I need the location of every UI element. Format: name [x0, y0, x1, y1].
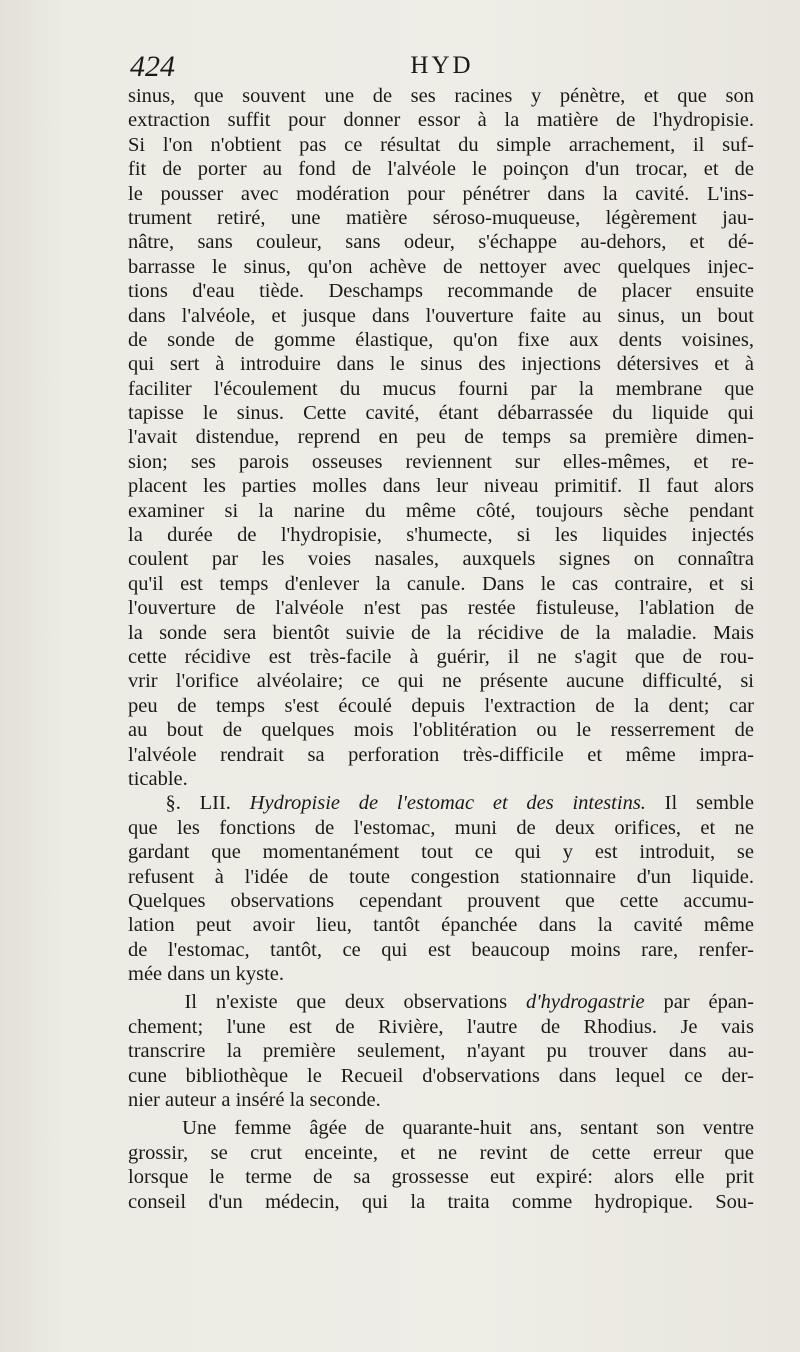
text-run: Il n'existe que deux observations [184, 991, 508, 1014]
text-line: vrir l'orifice alvéolaire; ce qui ne présente aucune difficulté, si [128, 670, 754, 693]
text-line: lorsque le terme de sa grossesse eut expiré: alors elle prit [128, 1166, 754, 1189]
section-title: Hydropisie de l'estomac et des intestins. [249, 792, 646, 815]
text-line: chement; l'une est de Rivière, l'autre de Rhodius. Je vais [128, 1015, 754, 1038]
text-line: sinus, que souvent une de ses racines y pénètre, et que son [128, 85, 754, 107]
text-line: gardant que momentanément tout ce qui y est introduit, se [128, 841, 754, 864]
text-line: transcrire la première seulement, n'ayant pu trouver dans au- [128, 1040, 754, 1063]
emphasis-term: d'hydrogastrie [525, 991, 645, 1014]
text-line: cette récidive est très-facile à guérir, il ne s'agit que de rou- [128, 645, 754, 668]
text-line: fit de porter au fond de l'alvéole le poinçon d'un trocar, et de [128, 158, 754, 181]
text-line [128, 1116, 754, 1140]
text-line: la sonde sera bientôt suivie de la récidive de la maladie. Mais [128, 621, 754, 644]
text-line: dans l'alvéole, et jusque dans l'ouverture faite au sinus, un bout [128, 304, 754, 327]
page-header [130, 50, 754, 82]
section-mark: §. LII. [165, 792, 231, 815]
section-heading-line [128, 791, 754, 815]
text-line: de sonde de gomme élastique, qu'on fixe aux dents voisines, [128, 328, 754, 351]
text-line: lation peut avoir lieu, tantôt épanchée dans la cavité même [128, 914, 754, 937]
text-line: l'avait distendue, reprend en peu de temps sa première dimen- [128, 426, 754, 449]
text-line: faciliter l'écoulement du mucus fourni par la membrane que [128, 377, 754, 400]
text-run: par épan- [663, 991, 754, 1014]
text-line: extraction suffit pour donner essor à la matière de l'hydropisie. [128, 109, 754, 132]
page-number: 424 [130, 50, 175, 83]
section-first-line-text: Il semble [664, 792, 755, 815]
text-line: cune bibliothèque le Recueil d'observations dans lequel ce der- [128, 1064, 754, 1087]
text-line: peu de temps s'est écoulé depuis l'extraction de la dent; car [128, 694, 754, 717]
text-line: mée dans un kyste. [128, 963, 284, 986]
text-line: que les fonctions de l'estomac, muni de deux orifices, et ne [128, 816, 754, 839]
text-line: au bout de quelques mois l'oblitération ou le resserrement de [128, 719, 754, 742]
text-line: placent les parties molles dans leur niveau primitif. Il faut alors [128, 475, 754, 498]
text-line: examiner si la narine du même côté, toujours sèche pendant [128, 499, 754, 522]
text-line: tions d'eau tiède. Deschamps recommande de placer ensuite [128, 280, 754, 303]
paragraph-first-line [128, 990, 754, 1014]
text-line: Quelques observations cependant prouvent que cette accumu- [128, 889, 754, 912]
text-run: Une femme âgée de quarante-huit ans, sentant son ventre [182, 1117, 755, 1140]
text-line: qui sert à introduire dans le sinus des injections détersives et à [128, 353, 754, 376]
text-line: le pousser avec modération pour pénétrer dans la cavité. L'ins- [128, 182, 754, 205]
text-line: trument retiré, une matière séroso-muqueuse, légèrement jau- [128, 206, 754, 229]
text-line: sion; ses parois osseuses reviennent sur elles-mêmes, et re- [128, 450, 754, 473]
text-line: nier auteur a inséré la seconde. [128, 1089, 381, 1112]
running-head: HYD [410, 52, 474, 79]
text-line: la durée de l'hydropisie, s'humecte, si les liquides injectés [128, 524, 754, 547]
section-52 [128, 791, 754, 986]
text-line: l'alvéole rendrait sa perforation très-difficile et même impra- [128, 743, 754, 766]
paragraph-1 [128, 84, 754, 791]
text-line: de l'estomac, tantôt, ce qui est beaucoup moins rare, renfer- [128, 938, 754, 961]
paragraph-4 [128, 1116, 754, 1214]
text-line: l'ouverture de l'alvéole n'est pas restée fistuleuse, l'ablation de [128, 597, 754, 620]
text-line: barrasse le sinus, qu'on achève de nettoyer avec quelques injec- [128, 255, 754, 278]
text-line: coulent par les voies nasales, auxquels signes on connaîtra [128, 548, 754, 571]
text-line: qu'il est temps d'enlever la canule. Dans le cas contraire, et si [128, 572, 754, 595]
text-line: nâtre, sans couleur, sans odeur, s'échappe au-dehors, et dé- [128, 231, 754, 254]
text-line: grossir, se crut enceinte, et ne revint de cette erreur que [128, 1141, 754, 1164]
text-line: refusent à l'idée de toute congestion stationnaire d'un liquide. [128, 865, 754, 888]
paragraph-3 [128, 990, 754, 1112]
text-line: ticable. [128, 767, 188, 790]
page-body [128, 84, 754, 1214]
text-line: conseil d'un médecin, qui la traita comme hydropique. Sou- [128, 1190, 754, 1213]
text-line: tapisse le sinus. Cette cavité, étant débarrassée du liquide qui [128, 402, 754, 425]
text-line: Si l'on n'obtient pas ce résultat du simple arrachement, il suf- [128, 133, 754, 156]
